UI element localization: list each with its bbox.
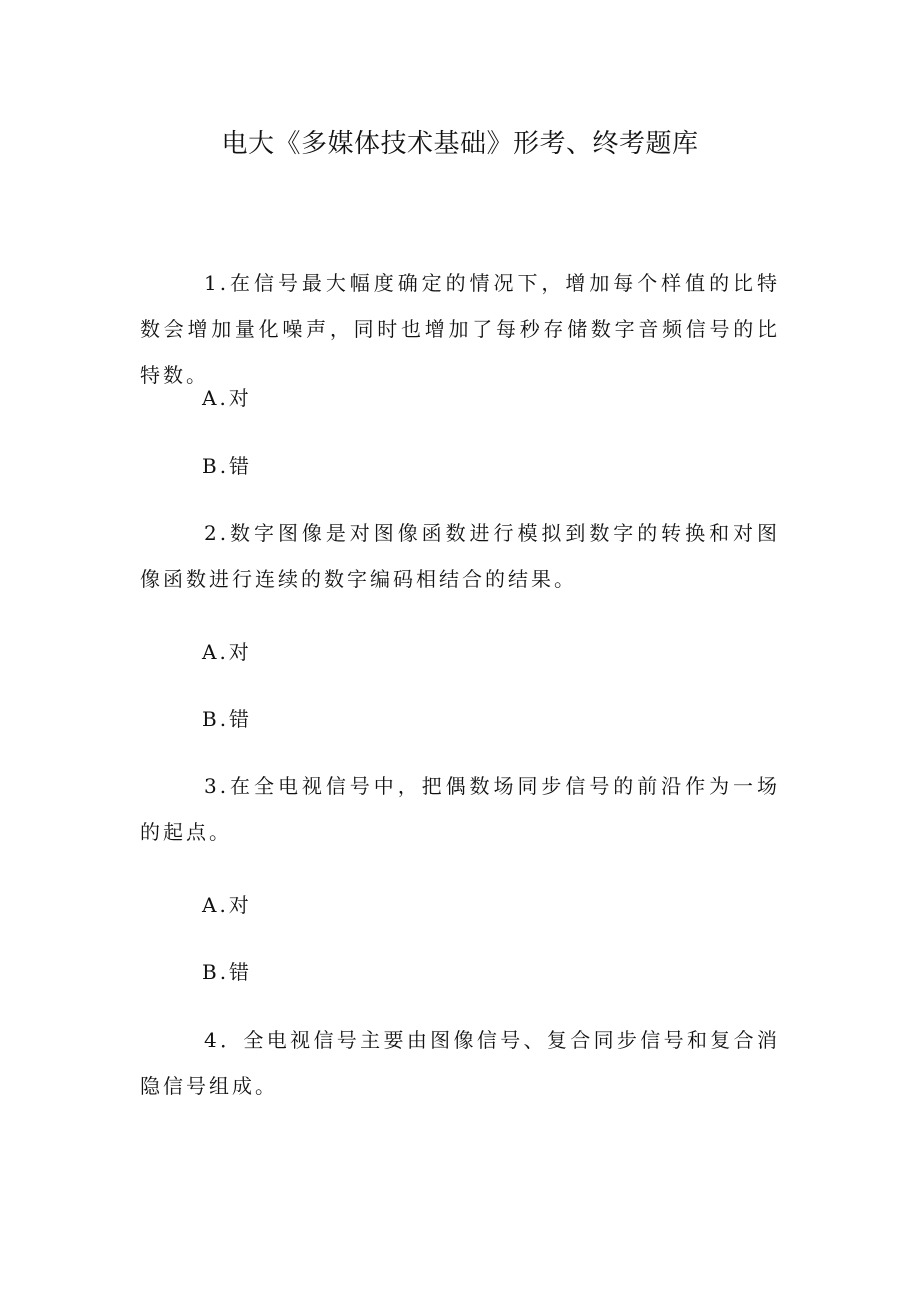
question-1-option-b: B.错 [202, 454, 253, 478]
question-4-text: 4．全电视信号主要由图像信号、复合同步信号和复合消隐信号组成。 [140, 1028, 780, 1098]
question-2-option-a: A.对 [202, 640, 252, 664]
question-2-option-b: B.错 [202, 707, 253, 731]
question-2-text: 2.数字图像是对图像函数进行模拟到数字的转换和对图像函数进行连续的数字编码相结合的结果。 [140, 521, 780, 591]
question-3-option-b: B.错 [202, 960, 253, 984]
question-3-text: 3.在全电视信号中，把偶数场同步信号的前沿作为一场的起点。 [140, 774, 780, 844]
document-title: 电大《多媒体技术基础》形考、终考题库 [221, 129, 699, 159]
question-1-option-a: A.对 [202, 386, 252, 410]
question-1-text: 1.在信号最大幅度确定的情况下，增加每个样值的比特数会增加量化噪声，同时也增加了每秒存储数字音频信号的比特数。 [140, 271, 780, 387]
question-3-option-a: A.对 [202, 893, 252, 917]
